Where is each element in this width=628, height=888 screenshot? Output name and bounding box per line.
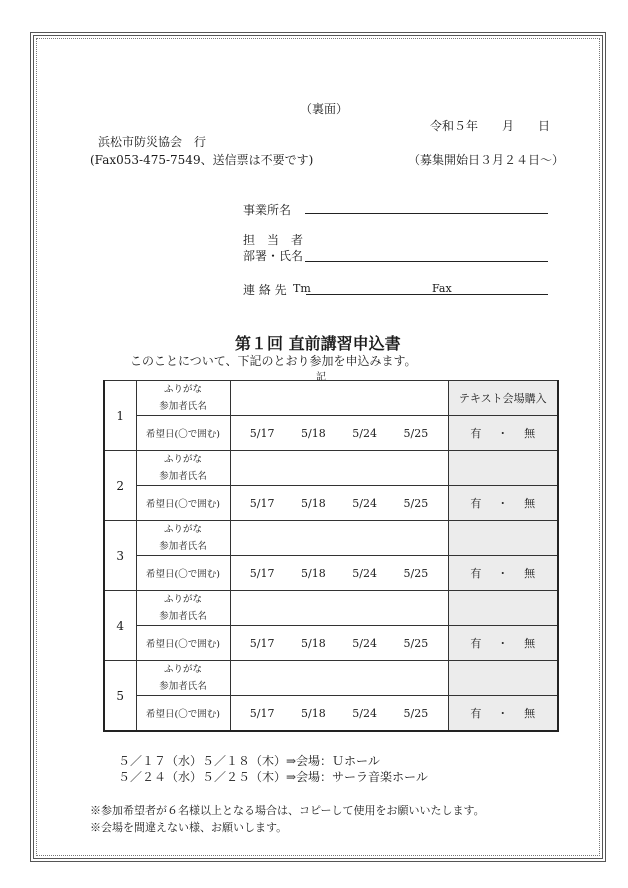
no-option[interactable]: 無 (524, 427, 536, 440)
table-row (104, 591, 558, 626)
text-purchase-header: テキスト会場購入 (448, 381, 558, 416)
date-option[interactable]: 5/24 (352, 496, 377, 510)
contact-label: 連 絡 先 (243, 283, 287, 297)
date-option[interactable]: 5/17 (249, 706, 275, 720)
separator-dot: ・ (497, 497, 509, 510)
date-option[interactable]: 5/25 (403, 706, 429, 720)
furigana-label: ふりがな (163, 594, 202, 605)
table-row (104, 626, 558, 661)
furigana-name-label (136, 591, 230, 626)
yes-no-options (448, 556, 558, 591)
no-option[interactable]: 無 (524, 497, 536, 510)
name-field[interactable] (230, 451, 448, 486)
table-row (104, 381, 558, 416)
date-line: 令和５年 月 日 (430, 119, 551, 133)
fax-label: Fax (432, 282, 452, 295)
furigana-name-label (136, 451, 230, 486)
yes-option[interactable]: 有 (470, 637, 482, 650)
no-option[interactable]: 無 (524, 637, 536, 650)
reverse-side-label: （裏面） (300, 102, 349, 116)
row-number: 1 (104, 381, 136, 451)
addressee: 浜松市防災協会 行 (98, 135, 207, 149)
furigana-name-label (136, 381, 230, 416)
date-options (230, 416, 448, 451)
recruitment-start-date: （募集開始日３月２４日～） (408, 153, 565, 167)
application-table (103, 380, 559, 732)
preferred-date-label: 希望日(〇で囲む) (136, 416, 230, 451)
date-option[interactable]: 5/25 (403, 636, 429, 650)
date-option[interactable]: 5/17 (249, 426, 275, 440)
dept-name-label: 部署・氏名 (243, 249, 304, 263)
no-option[interactable]: 無 (524, 707, 536, 720)
note-1: ※参加希望者が６名様以上となる場合は、コピーして使用をお願いいたします。 (90, 804, 485, 817)
yes-option[interactable]: 有 (470, 567, 482, 580)
name-field[interactable] (230, 591, 448, 626)
table-row (104, 486, 558, 521)
date-option[interactable]: 5/18 (301, 426, 326, 440)
date-option[interactable]: 5/18 (301, 706, 326, 720)
date-option[interactable]: 5/18 (301, 636, 326, 650)
separator-dot: ・ (497, 427, 509, 440)
no-option[interactable]: 無 (524, 567, 536, 580)
yes-option[interactable]: 有 (470, 497, 482, 510)
date-option[interactable]: 5/25 (403, 426, 429, 440)
name-label: 参加者氏名 (159, 541, 207, 552)
date-option[interactable]: 5/17 (249, 566, 275, 580)
form-title: 第１回 直前講習申込書 (235, 334, 401, 353)
name-field[interactable] (230, 381, 448, 416)
date-option[interactable]: 5/18 (301, 496, 326, 510)
separator-dot: ・ (497, 567, 509, 580)
preferred-date-label: 希望日(〇で囲む) (136, 696, 230, 732)
yes-no-options (448, 486, 558, 521)
text-purchase-blank (448, 521, 558, 556)
table-row (104, 556, 558, 591)
table-row (104, 661, 558, 696)
date-option[interactable]: 5/24 (352, 566, 377, 580)
yes-no-options (448, 626, 558, 661)
preferred-date-label: 希望日(〇で囲む) (136, 486, 230, 521)
yes-no-options (448, 696, 558, 732)
person-label: 担 当 者 (243, 233, 304, 247)
separator-dot: ・ (497, 637, 509, 650)
table-row (104, 416, 558, 451)
furigana-label: ふりがな (163, 454, 202, 465)
name-field[interactable] (230, 661, 448, 696)
name-label: 参加者氏名 (159, 611, 207, 622)
preferred-date-label: 希望日(〇で囲む) (136, 626, 230, 661)
furigana-name-label (136, 661, 230, 696)
date-option[interactable]: 5/17 (249, 636, 275, 650)
yes-option[interactable]: 有 (470, 427, 482, 440)
furigana-label: ふりがな (163, 384, 202, 395)
furigana-label: ふりがな (163, 664, 202, 675)
row-number: 2 (104, 451, 136, 521)
table-row (104, 451, 558, 486)
date-options (230, 556, 448, 591)
date-option[interactable]: 5/25 (403, 496, 429, 510)
furigana-label: ふりがな (163, 524, 202, 535)
date-option[interactable]: 5/17 (249, 496, 275, 510)
date-option[interactable]: 5/24 (352, 426, 377, 440)
ki-label: 記 (316, 372, 326, 383)
name-label: 参加者氏名 (159, 401, 207, 412)
fax-note: (Fax053-475-7549、送信票は不要です) (90, 153, 314, 167)
company-field[interactable] (305, 213, 548, 214)
date-option[interactable]: 5/25 (403, 566, 429, 580)
date-option[interactable]: 5/18 (301, 566, 326, 580)
text-purchase-blank (448, 451, 558, 486)
text-purchase-blank (448, 661, 558, 696)
contact-field[interactable] (306, 294, 548, 295)
separator-dot: ・ (497, 707, 509, 720)
date-options (230, 696, 448, 732)
table-row (104, 696, 558, 732)
preferred-date-label: 希望日(〇で囲む) (136, 556, 230, 591)
name-label: 参加者氏名 (159, 681, 207, 692)
table-row (104, 521, 558, 556)
row-number: 3 (104, 521, 136, 591)
intro-text: このことについて、下記のとおり参加を申込みます。 (130, 354, 417, 368)
date-options (230, 626, 448, 661)
date-option[interactable]: 5/24 (352, 636, 377, 650)
name-label: 参加者氏名 (159, 471, 207, 482)
venue-line-2: ５／２４（水）５／２５（木）⇒会場：サーラ音楽ホール (118, 770, 428, 784)
text-purchase-blank (448, 591, 558, 626)
furigana-name-label (136, 521, 230, 556)
date-option[interactable]: 5/24 (352, 706, 377, 720)
name-field[interactable] (230, 521, 448, 556)
venue-line-1: ５／１７（水）５／１８（木）⇒会場：Ｕホール (118, 754, 380, 768)
row-number: 4 (104, 591, 136, 661)
date-options (230, 486, 448, 521)
company-label: 事業所名 (243, 203, 292, 217)
row-number: 5 (104, 661, 136, 732)
yes-no-options (448, 416, 558, 451)
dept-name-field[interactable] (305, 261, 548, 262)
note-2: ※会場を間違えない様、お願いします。 (90, 821, 288, 834)
yes-option[interactable]: 有 (470, 707, 482, 720)
tel-label: Tm (293, 282, 311, 295)
